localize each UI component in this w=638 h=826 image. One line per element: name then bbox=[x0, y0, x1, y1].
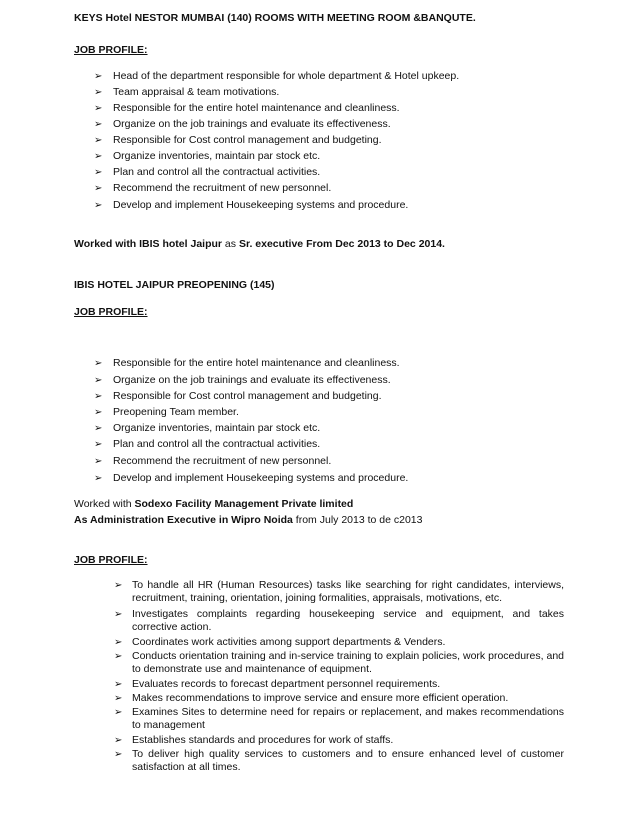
job-profile-label: JOB PROFILE: bbox=[74, 44, 148, 56]
arrow-bullet-icon: ➢ bbox=[94, 391, 103, 402]
arrow-bullet-icon: ➢ bbox=[114, 651, 123, 662]
job-profile-label: JOB PROFILE: bbox=[74, 306, 148, 318]
arrow-bullet-icon: ➢ bbox=[114, 637, 123, 648]
arrow-bullet-icon: ➢ bbox=[94, 375, 103, 386]
arrow-bullet-icon: ➢ bbox=[94, 423, 103, 434]
arrow-bullet-icon: ➢ bbox=[114, 580, 123, 591]
arrow-bullet-icon: ➢ bbox=[94, 407, 103, 418]
arrow-bullet-icon: ➢ bbox=[94, 439, 103, 450]
arrow-bullet-icon: ➢ bbox=[114, 749, 123, 760]
sodexo-employer-line: Worked with Sodexo Facility Management Private limited bbox=[74, 498, 354, 510]
list-item: ➢ Investigates complaints regarding housekeeping service and equipment, and takes corrective action. bbox=[114, 608, 564, 633]
arrow-bullet-icon: ➢ bbox=[94, 71, 103, 82]
list-item: ➢ To handle all HR (Human Resources) tasks like searching for right candidates, interviews, recruitment, training, orientation, joining formalities, appraisals, motivations, etc. bbox=[114, 579, 564, 604]
resume-page: KEYS Hotel NESTOR MUMBAI (140) ROOMS WITH MEETING ROOM &BANQUTE. JOB PROFILE: ➢ Head of the department responsible for whole department & Hotel upkeep. ➢ Team appraisal & team motivations. ➢ Responsible for the entire hotel maintenance and cleanliness. ➢ Organize on the job trainings and evaluate its effectiveness. ➢ Responsible for Cost control management and budgeting. ➢ Organize inventories, maintain par stock etc. ➢ Plan and control all the contractual activities. ➢ Recommend the recruitment of new personnel. ➢ Develop and implement Housekeeping systems and procedure. Worked with IBIS hotel Jaipur as Sr. executive From Dec 2013 to Dec 2014. IBIS HOTEL JAIPUR PREOPENING (145) JOB PROFILE: ➢ Responsible for the entire hotel maintenance and cleanliness. ➢ Organize on the job trainings and evaluate its effectiveness. ➢ Responsible for Cost control management and budgeting. ➢ Preopening Team member. ➢ Organize inventories, maintain par stock etc. ➢ Plan and control all the contractual activities. ➢ Recommend the recruitment of new personnel. ➢ Develop and implement Housekeeping systems and procedure. Worked with Sodexo Facility Management Private limited As Administration Executive in Wipro Noida from July 2013 to de c2013 JOB PROFILE: ➢ To handle all HR (Human Resources) tasks like searching for right candidates, interviews, recruitment, training, orientation, joining formalities, appraisals, motivations, etc. ➢ Investigates complaints regarding housekeeping service and equipment, and takes corrective action. ➢ Coordinates work activities among support departments & Venders. ➢ Conducts orientation training and in-service training to explain policies, work procedures, and to demonstrate use and maintenance of equipment. ➢ Evaluates records to forecast department personnel requirements. ➢ Makes recommendations to improve service and ensure more efficient operation. ➢ Examines Sites to determine need for repairs or replacement, and makes recommendations to management ➢ Establishes standards and procedures for work of staffs. ➢ To deliver high quality services to customers and to ensure enhanced level of customer satisfaction at all times. bbox=[74, 12, 564, 773]
arrow-bullet-icon: ➢ bbox=[94, 200, 103, 211]
arrow-bullet-icon: ➢ bbox=[94, 103, 103, 114]
sodexo-role-line: As Administration Executive in Wipro Noida from July 2013 to de c2013 bbox=[74, 514, 423, 526]
arrow-bullet-icon: ➢ bbox=[94, 456, 103, 467]
hotel-heading: KEYS Hotel NESTOR MUMBAI (140) ROOMS WITH MEETING ROOM &BANQUTE. bbox=[74, 12, 476, 24]
arrow-bullet-icon: ➢ bbox=[94, 183, 103, 194]
arrow-bullet-icon: ➢ bbox=[114, 735, 123, 746]
arrow-bullet-icon: ➢ bbox=[114, 609, 123, 620]
ibis-preopening-heading: IBIS HOTEL JAIPUR PREOPENING (145) bbox=[74, 279, 275, 291]
arrow-bullet-icon: ➢ bbox=[94, 473, 103, 484]
list-item: ➢ Examines Sites to determine need for repairs or replacement, and makes recommendations to management bbox=[114, 706, 564, 731]
list-item: ➢ Conducts orientation training and in-service training to explain policies, work procedures, and to demonstrate use and maintenance of equipment. bbox=[114, 650, 564, 675]
arrow-bullet-icon: ➢ bbox=[94, 167, 103, 178]
arrow-bullet-icon: ➢ bbox=[114, 679, 123, 690]
arrow-bullet-icon: ➢ bbox=[94, 358, 103, 369]
ibis-experience-line: Worked with IBIS hotel Jaipur as Sr. executive From Dec 2013 to Dec 2014. bbox=[74, 238, 445, 250]
arrow-bullet-icon: ➢ bbox=[114, 707, 123, 718]
job-profile-label: JOB PROFILE: bbox=[74, 554, 148, 566]
arrow-bullet-icon: ➢ bbox=[94, 151, 103, 162]
arrow-bullet-icon: ➢ bbox=[94, 135, 103, 146]
arrow-bullet-icon: ➢ bbox=[94, 119, 103, 130]
list-item: ➢ To deliver high quality services to customers and to ensure enhanced level of customer satisfaction at all times. bbox=[114, 748, 564, 773]
arrow-bullet-icon: ➢ bbox=[94, 87, 103, 98]
arrow-bullet-icon: ➢ bbox=[114, 693, 123, 704]
